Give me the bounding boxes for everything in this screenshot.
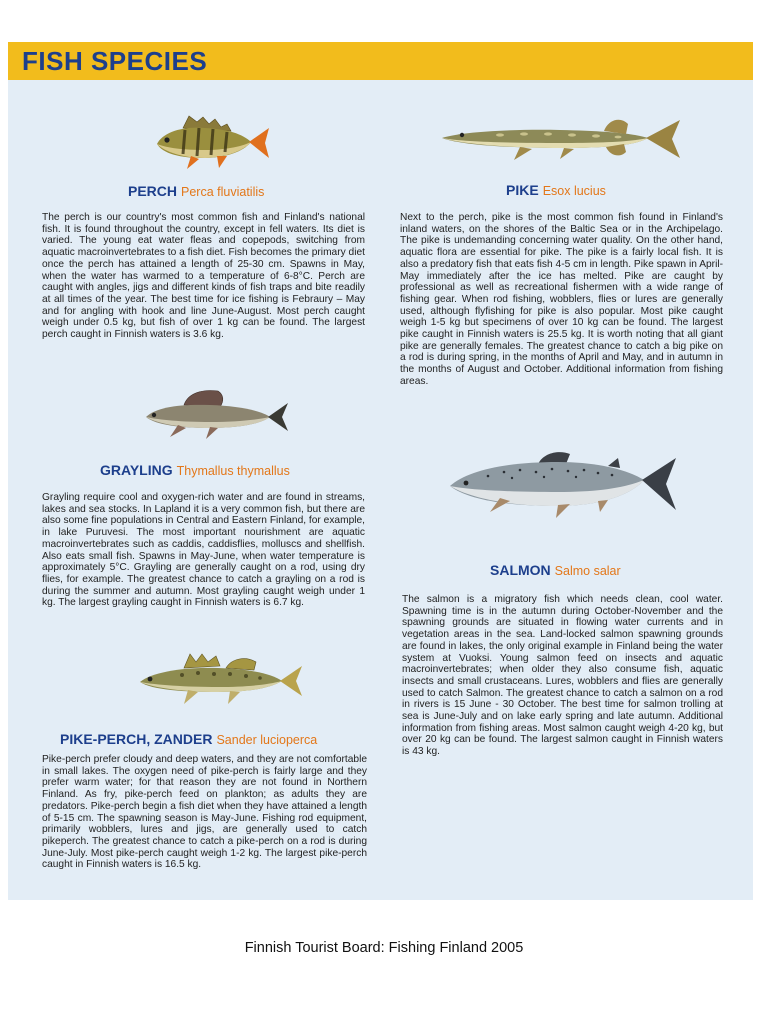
salmon-heading bbox=[490, 561, 621, 580]
perch-heading bbox=[128, 182, 264, 201]
perch-description: The perch is our country's most common fish and Finland's national fish. It is found throughout the country, except in fell waters. Its diet is varied. The young eat water fleas and copepods, switching from aquatic macroinvertebrates to a fish diet. Fish becomes the primary diet once the perch has attained a length of 25-30 cm. Spawns in May, when the water has warmed to a temperature of 6-8°C. Perch are caught with angles, jigs and different kinds of fish traps and bite readily at all times of the year. The best time for ice fishing is Febraury – May and for angling with hook and line June-August. Most perch caught weigh under 0.5 kg, but fish of over 1 kg can be found. The largest perch caught in Finnish waters is 3.6 kg. bbox=[42, 212, 365, 341]
salmon-description: The salmon is a migratory fish which needs clean, cool water. Spawning time is in the autumn during October-November and the spawning grounds are situated in flowing water currents and in vegetation areas in the sea. Land-locked salmon spawning grounds are found in lakes, the only original example in Finland being the water system at Vuoksi. Young salmon feed on insects and aquatic macroinvertebrates; when older they also consume fish, aquatic insects and small crustaceans. Lures, wobblers and flies are generally used to catch Salmon. The greatest chance to catch a salmon on a rod in rivers is 15 June - 30 October. The best time for salmon trolling at sea is June-July and on lake early spring and late autumn. Additional information from fishing areas. Most salmon caught weigh 4-20 kg, but over 20 kg can be found. The largest salmon caught in Finnish waters is 43 kg. bbox=[402, 594, 723, 758]
grayling-heading bbox=[100, 461, 290, 480]
pike-perch-heading bbox=[60, 730, 317, 749]
page-title: FISH SPECIES bbox=[22, 46, 208, 76]
pike-latin-name: Esox lucius bbox=[542, 184, 606, 198]
pike-illustration bbox=[440, 112, 682, 172]
salmon-illustration bbox=[448, 446, 678, 526]
source-caption: Finnish Tourist Board: Fishing Finland 2005 bbox=[244, 940, 524, 956]
pike-perch-name: PIKE-PERCH, ZANDER bbox=[60, 731, 213, 747]
perch-name: PERCH bbox=[128, 183, 178, 199]
title-banner bbox=[8, 42, 753, 80]
pike-perch-description: Pike-perch prefer cloudy and deep waters, and they are not comfortable in small lakes. The oxygen need of pike-perch is fairly large and they prefer warm water; for that reason they are not found in Northern Finland. As fry, pike-perch feed on plankton; as adults they are predators. Pike-perch begin a fish diet when they have attained a length of 5-15 cm. The spawning season is May-June. Fishing rod equipment, primarily wobblers, lures and jigs, are generally used to catch pikeperch. The greatest chance to catch a pike-perch on a rod is during June-July. Most pike-perch caught weigh 1-2 kg. The largest pike-perch caught in Finnish waters is 16.5 kg. bbox=[42, 754, 367, 871]
pike-name: PIKE bbox=[506, 182, 539, 198]
pike-description: Next to the perch, pike is the most common fish found in Finland's inland waters, on the shores of the Baltic Sea or in the Archipelago. The pike is undemanding concerning water quality. On the other hand, aquatic flora are essential for pike. The pike is a fairly local fish. It is also a predatory fish that eats fish 4-5 cm in length. Pike spawn in April-May immediately after the ice has melted. Pike are caught by professional as well as recreational fishermen with a wide range of fishing gear. When rod fishing, wobblers, flies or lures are generally used, although flyfishing for pike is also popular. Most pike caught weigh 1-5 kg but specimens of over 10 kg can be found. The largest pike caught in Finnish waters is 25.5 kg. It is worth noting that all giant pike are generally females. The greatest chance to catch a big pike on a rod is during spring, in the months of April and May, and in autumn in the months of August and October. Additional information from fishing areas. bbox=[400, 212, 723, 387]
salmon-latin-name: Salmo salar bbox=[554, 564, 621, 578]
pike-perch-illustration bbox=[138, 650, 303, 710]
pike-heading bbox=[506, 181, 606, 200]
perch-latin-name: Perca fluviatilis bbox=[181, 185, 265, 199]
grayling-description: Grayling require cool and oxygen-rich water and are found in streams, lakes and sea stocks. In Lapland it is a very common fish, but there are also some fine populations in Central and Eastern Finland, for example, in lake Puruvesi. The most important nourishment are aquatic macroinvertebrates such as caddis, caddisflies, molluscs and shellfish. Also eats small fish. Spawns in May-June, when water temperature is approximately 5°C. Grayling are generally caught on a rod, using dry flies, for example. The greatest chance to catch a grayling on a rod is during the summer and autumn. Most grayling caught weigh under 1 kg. The largest grayling caught in Finnish waters is 6.7 kg. bbox=[42, 492, 365, 609]
grayling-latin-name: Thymallus thymallus bbox=[176, 464, 290, 478]
fish-species-page bbox=[8, 42, 753, 900]
perch-illustration bbox=[153, 114, 271, 172]
salmon-name: SALMON bbox=[490, 562, 551, 578]
pike-perch-latin-name: Sander lucioperca bbox=[216, 733, 318, 747]
grayling-illustration bbox=[140, 387, 290, 447]
grayling-name: GRAYLING bbox=[100, 462, 173, 478]
